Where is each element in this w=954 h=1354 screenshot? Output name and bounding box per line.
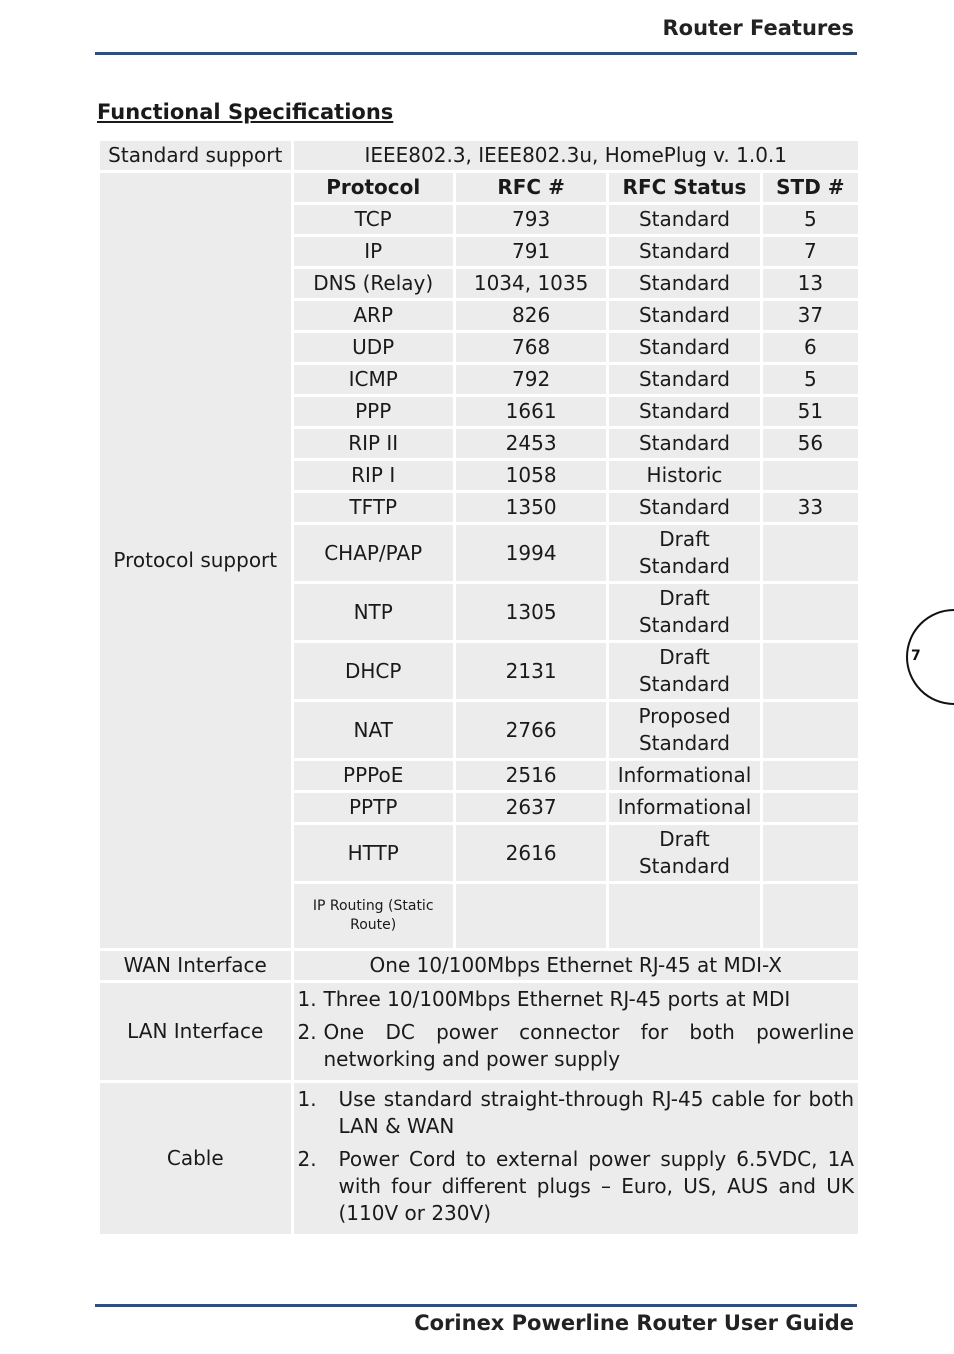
row-label: Protocol support (100, 173, 291, 948)
rfc-status-cell: Standard (609, 493, 759, 522)
rfc-cell: 1994 (456, 525, 606, 581)
lan-interface-value (294, 983, 859, 1080)
item-number: 1. (297, 987, 317, 1011)
protocol-cell: IP (294, 237, 453, 266)
wan-interface-row (100, 951, 858, 980)
header-rule (95, 52, 857, 55)
std-cell: 51 (763, 397, 858, 426)
cable-row (100, 1083, 858, 1234)
std-cell (763, 525, 858, 581)
row-label: Standard support (100, 141, 291, 170)
rfc-status-cell: Draft Standard (609, 643, 759, 699)
rfc-cell: 826 (456, 301, 606, 330)
protocol-cell: NTP (294, 584, 453, 640)
standard-support-row (100, 141, 858, 170)
rfc-cell: 1661 (456, 397, 606, 426)
row-label: WAN Interface (100, 951, 291, 980)
rfc-status-cell (609, 884, 759, 948)
protocol-cell: HTTP (294, 825, 453, 881)
item-number: 2. (297, 1020, 317, 1044)
rfc-status-cell: Standard (609, 429, 759, 458)
item-text: One DC power connector for both powerline networking and power supply (323, 1020, 854, 1071)
std-cell: 33 (763, 493, 858, 522)
list-item (298, 1086, 855, 1140)
rfc-status-cell: Standard (609, 397, 759, 426)
rfc-cell: 1305 (456, 584, 606, 640)
protocol-cell: PPP (294, 397, 453, 426)
item-text: Use standard straight-through RJ-45 cable for both LAN & WAN (338, 1087, 854, 1138)
list-item (298, 1019, 855, 1073)
rfc-status-cell: Informational (609, 761, 759, 790)
item-number: 1. (297, 1087, 317, 1111)
lan-interface-list (298, 986, 855, 1073)
rfc-status-cell: Standard (609, 301, 759, 330)
item-number: 2. (297, 1147, 317, 1171)
rfc-status-cell: Proposed Standard (609, 702, 759, 758)
std-cell: 5 (763, 205, 858, 234)
protocol-cell: PPPoE (294, 761, 453, 790)
standard-support-value: IEEE802.3, IEEE802.3u, HomePlug v. 1.0.1 (294, 141, 859, 170)
column-header: Protocol (294, 173, 453, 202)
protocol-cell: RIP I (294, 461, 453, 490)
cable-list (298, 1086, 855, 1227)
std-cell: 7 (763, 237, 858, 266)
protocol-cell: CHAP/PAP (294, 525, 453, 581)
std-cell (763, 761, 858, 790)
rfc-cell: 1350 (456, 493, 606, 522)
rfc-status-cell: Draft Standard (609, 525, 759, 581)
protocol-cell: ICMP (294, 365, 453, 394)
running-header: Router Features (662, 16, 854, 40)
row-label: LAN Interface (100, 983, 291, 1080)
std-cell (763, 584, 858, 640)
protocol-cell: TFTP (294, 493, 453, 522)
rfc-status-cell: Standard (609, 333, 759, 362)
rfc-cell: 2453 (456, 429, 606, 458)
protocol-cell: UDP (294, 333, 453, 362)
std-cell: 56 (763, 429, 858, 458)
protocol-header-row (100, 173, 858, 202)
spec-table-body (100, 141, 858, 1234)
rfc-status-cell: Draft Standard (609, 584, 759, 640)
item-text: Three 10/100Mbps Ethernet RJ-45 ports at MDI (323, 987, 791, 1011)
std-cell (763, 702, 858, 758)
rfc-status-cell: Standard (609, 269, 759, 298)
functional-specifications-table (97, 138, 861, 1237)
protocol-cell: IP Routing (Static Route) (294, 884, 453, 948)
rfc-cell: 768 (456, 333, 606, 362)
rfc-cell: 2131 (456, 643, 606, 699)
column-header: STD # (763, 173, 858, 202)
section-title: Functional Specifications (97, 100, 394, 124)
wan-interface-value: One 10/100Mbps Ethernet RJ-45 at MDI-X (294, 951, 859, 980)
rfc-status-cell: Standard (609, 365, 759, 394)
rfc-status-cell: Historic (609, 461, 759, 490)
list-item (298, 1146, 855, 1227)
rfc-cell: 2616 (456, 825, 606, 881)
rfc-status-cell: Informational (609, 793, 759, 822)
rfc-cell: 2766 (456, 702, 606, 758)
std-cell (763, 793, 858, 822)
footer-rule (95, 1304, 857, 1307)
protocol-cell: RIP II (294, 429, 453, 458)
protocol-cell: PPTP (294, 793, 453, 822)
std-cell: 6 (763, 333, 858, 362)
rfc-cell: 791 (456, 237, 606, 266)
column-header: RFC # (456, 173, 606, 202)
std-cell: 13 (763, 269, 858, 298)
protocol-cell: DNS (Relay) (294, 269, 453, 298)
page-number: 7 (911, 648, 921, 664)
protocol-cell: DHCP (294, 643, 453, 699)
rfc-cell: 1058 (456, 461, 606, 490)
protocol-cell: TCP (294, 205, 453, 234)
std-cell (763, 825, 858, 881)
rfc-status-cell: Standard (609, 237, 759, 266)
rfc-cell: 2637 (456, 793, 606, 822)
footer-title: Corinex Powerline Router User Guide (414, 1311, 854, 1335)
std-cell (763, 461, 858, 490)
rfc-cell: 793 (456, 205, 606, 234)
std-cell: 5 (763, 365, 858, 394)
lan-interface-row (100, 983, 858, 1080)
rfc-cell (456, 884, 606, 948)
rfc-cell: 792 (456, 365, 606, 394)
cable-value (294, 1083, 859, 1234)
protocol-cell: ARP (294, 301, 453, 330)
item-text: Power Cord to external power supply 6.5VDC, 1A with four different plugs – Euro, US, AUS and UK (110V or 230V) (338, 1147, 854, 1225)
std-cell: 37 (763, 301, 858, 330)
rfc-cell: 1034, 1035 (456, 269, 606, 298)
rfc-status-cell: Draft Standard (609, 825, 759, 881)
column-header: RFC Status (609, 173, 759, 202)
list-item (298, 986, 855, 1013)
std-cell (763, 884, 858, 948)
rfc-status-cell: Standard (609, 205, 759, 234)
row-label: Cable (100, 1083, 291, 1234)
protocol-cell: NAT (294, 702, 453, 758)
rfc-cell: 2516 (456, 761, 606, 790)
std-cell (763, 643, 858, 699)
